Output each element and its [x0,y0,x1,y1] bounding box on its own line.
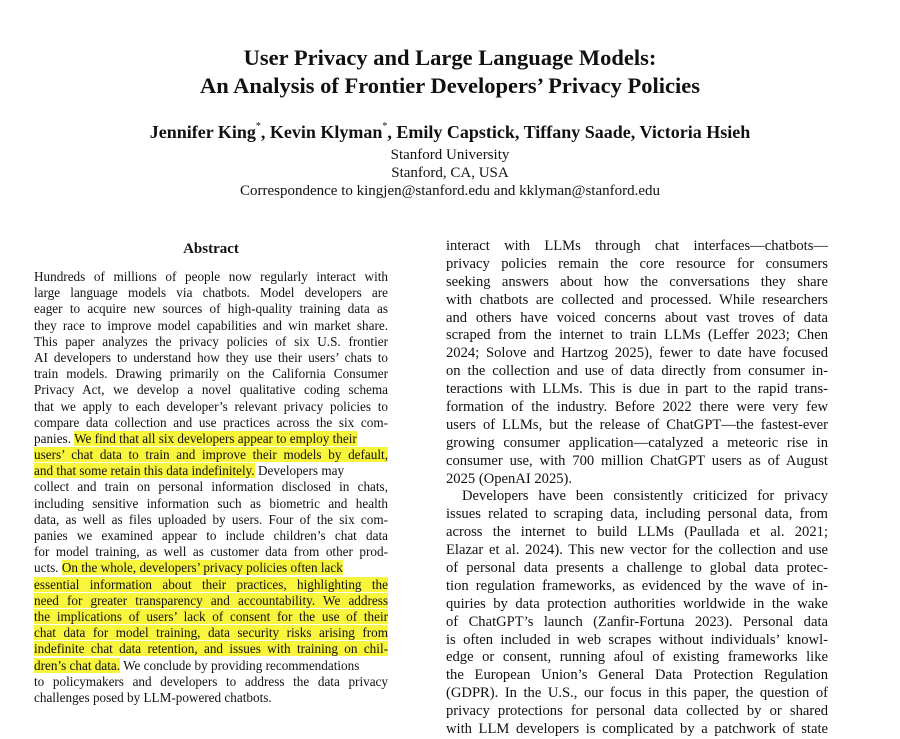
abstract-line [34,625,388,641]
abstract-text-run: panies. [34,430,71,446]
author-name: Jennifer King [149,122,256,142]
body-line: interact with LLMs through chat interfaces—chatbots— [446,238,828,254]
highlighted-finding: On the whole, developers’ privacy policies often lack [61,560,343,576]
body-line: the European Union’s General Data Protection Regulation [446,667,828,684]
body-line: of personal data presents a challenge to global data protec- [446,560,828,577]
highlighted-finding: the implications of users’ lack of consent for the use of their [34,608,388,624]
body-line: on the collection and use of data directly from consumer in- [446,363,828,380]
body-line: (GDPR). In the U.S., our focus in this paper, the question of [446,685,828,702]
abstract-line [34,658,388,674]
abstract-line: collect and train on personal information disclosed in chats, [34,479,388,495]
abstract-line [34,463,388,479]
abstract-line: panies we examined appear to include children’s chat data [34,528,388,543]
abstract-text-run: We conclude by providing recommendations [123,657,360,673]
body-line: privacy protections for personal data collected by or shared [446,703,828,720]
body-line: 2024; Solove and Hartzog 2025), fewer to date have focused [446,345,828,362]
abstract-text-run: Developers may [258,463,345,479]
author-name: Kevin Klyman [269,122,383,142]
abstract-text [34,269,388,706]
abstract-line: to policymakers and developers to address the data privacy [34,673,388,689]
title-line-2: An Analysis of Frontier Developers’ Privacy Policies [200,73,700,98]
body-line: quiries by data protection authorities worldwide in the wake [446,595,828,612]
abstract-line [34,431,388,447]
body-line: issues related to scraping data, including personal data, from [446,506,828,523]
body-line: scraped from the internet to train LLMs (Leffer 2023; Chen [446,327,828,344]
author-name: Victoria Hsieh [639,122,751,142]
abstract-line [34,593,388,609]
body-line: across the internet to build LLMs (Paullada et al. 2021; [446,524,828,541]
body-line: edge or consent, running afoul of existing frameworks like [446,649,828,666]
body-line: users of LLMs, but the release of ChatGPT—the fastest-ever [446,416,828,433]
highlighted-finding: need for greater transparency and accountability. We address [34,592,388,608]
highlighted-finding: users’ chat data to train and improve their models by default, [34,447,388,463]
body-line: with chatbots are collected and processed. While researchers [446,291,828,308]
body-line: tion regulation frameworks, as evidenced by the wave of in- [446,577,828,594]
abstract-line [34,577,388,593]
body-line: teractions with LLMs. This is due in part to the rapid trans- [446,381,828,398]
body-line: consumer use, with 700 million ChatGPT users as of August [446,452,828,469]
abstract-line: for model training, as well as customer data from other prod- [34,544,388,560]
highlighted-finding: chat data for model training, data security risks arising from [34,625,388,641]
body-line: Elazar et al. 2024). This new vector for the collection and use [446,542,828,559]
location: Stanford, CA, USA [391,165,509,181]
abstract-line: that we apply to each developer’s relevant privacy policies to [34,398,388,414]
author-list: Jennifer King*, Kevin Klyman*, Emily Capstick, Tiffany Saade, Victoria Hsieh [149,121,751,142]
body-line: with LLM developers is complicated by a patchwork of state [446,721,828,738]
highlighted-finding: essential information about their practices, highlighting the [34,576,388,592]
body-line: is often included in web scrapes without individuals’ knowl- [446,631,828,648]
abstract-line: AI developers to understand how they use their users’ chats to [34,349,388,365]
abstract-line: Hundreds of millions of people now regularly interact with [34,269,388,284]
author-name: Tiffany Saade [523,122,631,142]
highlighted-finding: and that some retain this data indefinitely. [34,463,255,479]
abstract-line: including sensitive information such as biometric and health [34,495,388,511]
affiliation-block [0,146,900,200]
abstract-line: challenges posed by LLM-powered chatbots. [34,689,272,705]
abstract-line: train models. Drawing primarily on the California Consumer [34,366,388,382]
body-line: 2025 (OpenAI 2025). [446,470,573,487]
body-line: growing consumer application—catalyzed a meteoric rise in [446,434,828,451]
affiliation: Stanford University [390,147,510,163]
body-line: seeking answers about how the conversations they share [446,273,828,290]
body-line: Developers have been consistently criticized for privacy [462,488,828,505]
abstract-text-run: ucts. [34,560,59,576]
correspondence: Correspondence to kingjen@stanford.edu and kklyman@stanford.edu [239,183,661,199]
abstract-line: data, as well as files uploaded by users. Four of the six com- [34,511,388,527]
abstract-line: This paper analyzes the privacy policies of six U.S. frontier [34,333,388,349]
abstract-line: eager to acquire new sources of high-quality training data as [34,301,388,317]
abstract-heading: Abstract [183,241,239,257]
abstract-line [34,447,388,463]
highlighted-finding: dren’s chat data. [34,657,121,673]
highlighted-finding: We find that all six developers appear to employ their [74,430,357,446]
paper-title [0,44,900,100]
introduction-text [446,238,828,739]
abstract-line [34,641,388,657]
body-line: formation of the industry. Before 2022 there were very few [446,399,828,416]
author-mark: * [255,121,261,132]
abstract-line: Privacy Act, we develop a novel qualitative coding schema [34,382,388,398]
abstract-line: compare data collection and use practices across the six com- [34,414,388,430]
author-mark: * [382,121,388,132]
author-name: Emily Capstick [396,122,515,142]
abstract-line [34,609,388,625]
body-line: privacy policies remain the core resource for consumers [446,255,828,272]
highlighted-finding: indefinite chat data retention, and issues with training on chil- [34,641,388,657]
abstract-line [34,560,388,576]
abstract-line: large language models via chatbots. Model developers are [34,285,388,301]
body-line: of ChatGPT’s launch (Zanfir-Fortuna 2023). Personal data [446,613,828,630]
body-line: and others have voiced concerns about vast troves of data [446,309,828,326]
abstract-line: they race to improve model capabilities and win market share. [34,317,388,333]
title-line-1: User Privacy and Large Language Models: [243,45,657,70]
